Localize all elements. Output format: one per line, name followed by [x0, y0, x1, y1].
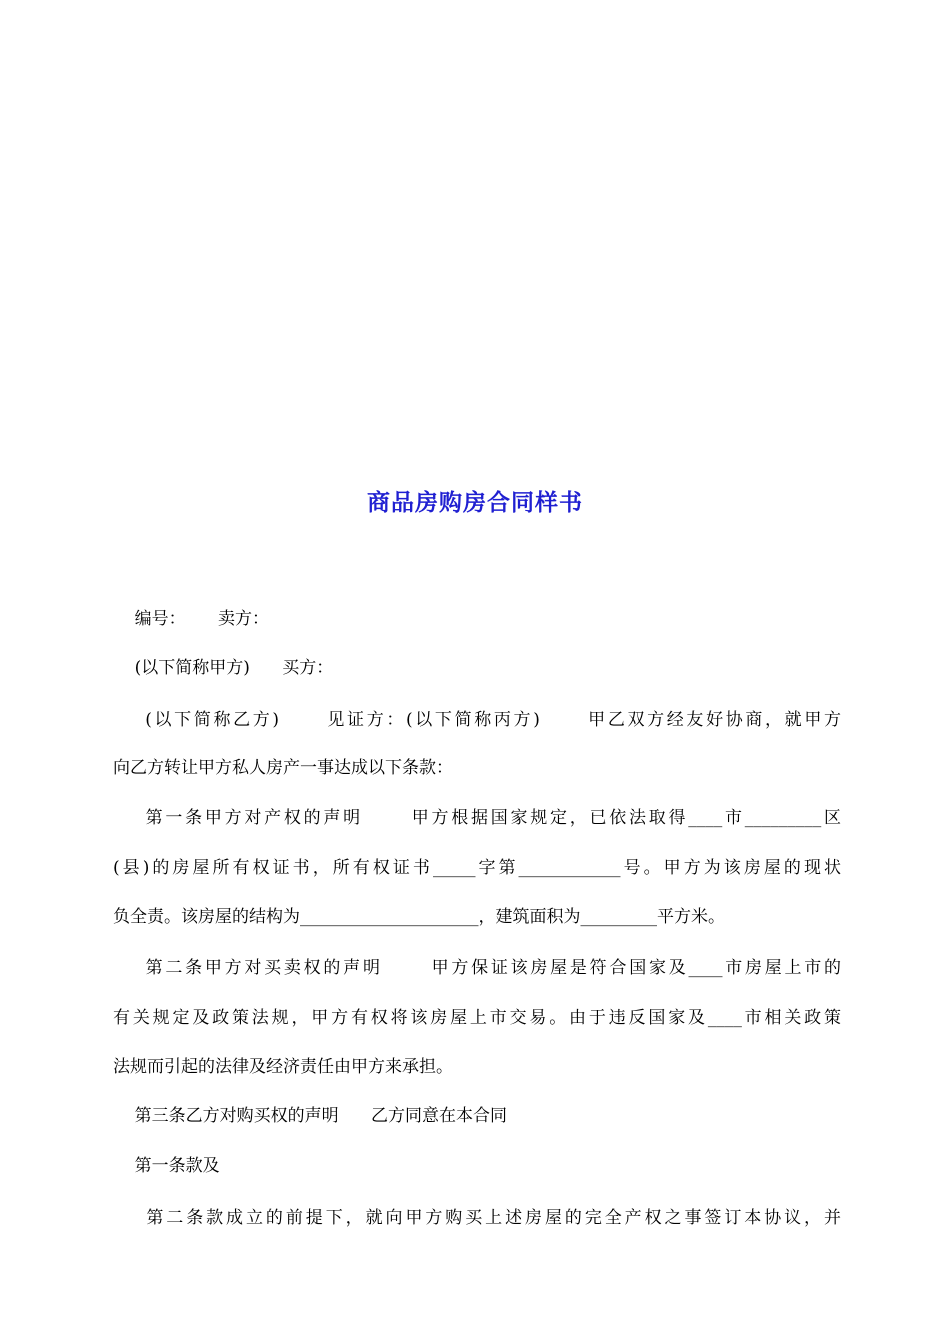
- text-line-article-3-clause-2: 第二条款成立的前提下，就向甲方购买上述房屋的完全产权之事签订本协议，并: [113, 1208, 841, 1228]
- text-line-witness: (以下简称乙方) 见证方：(以下简称丙方) 甲乙双方经友好协商，就甲方: [113, 710, 841, 730]
- text-line-intro-end: 向乙方转让甲方私人房产一事达成以下条款：: [113, 758, 453, 778]
- text-line-article-2-end: 法规而引起的法律及经济责任由甲方来承担。: [113, 1057, 453, 1077]
- text-line-article-3-clause-1: 第一条款及: [113, 1156, 220, 1176]
- document-title: 商品房购房合同样书: [367, 490, 583, 516]
- text-line-article-2-middle: 有关规定及政策法规，甲方有权将该房屋上市交易。由于违反国家及____市相关政策: [113, 1008, 841, 1028]
- text-line-article-1-middle: (县)的房屋所有权证书，所有权证书_____字第____________号。甲方为该房屋的现状: [113, 858, 841, 878]
- text-line-number-seller: 编号： 卖方：: [113, 609, 270, 629]
- text-line-article-2-start: 第二条甲方对买卖权的声明 甲方保证该房屋是符合国家及____市房屋上市的: [113, 958, 841, 978]
- text-line-article-1-end: 负全责。该房屋的结构为_____________________，建筑面积为_________平方米。: [113, 907, 725, 927]
- text-line-buyer: (以下简称甲方) 买方：: [113, 658, 334, 678]
- text-line-article-1-start: 第一条甲方对产权的声明 甲方根据国家规定，已依法取得____市_________区: [113, 808, 841, 828]
- text-line-article-3-start: 第三条乙方对购买权的声明 乙方同意在本合同: [113, 1106, 508, 1126]
